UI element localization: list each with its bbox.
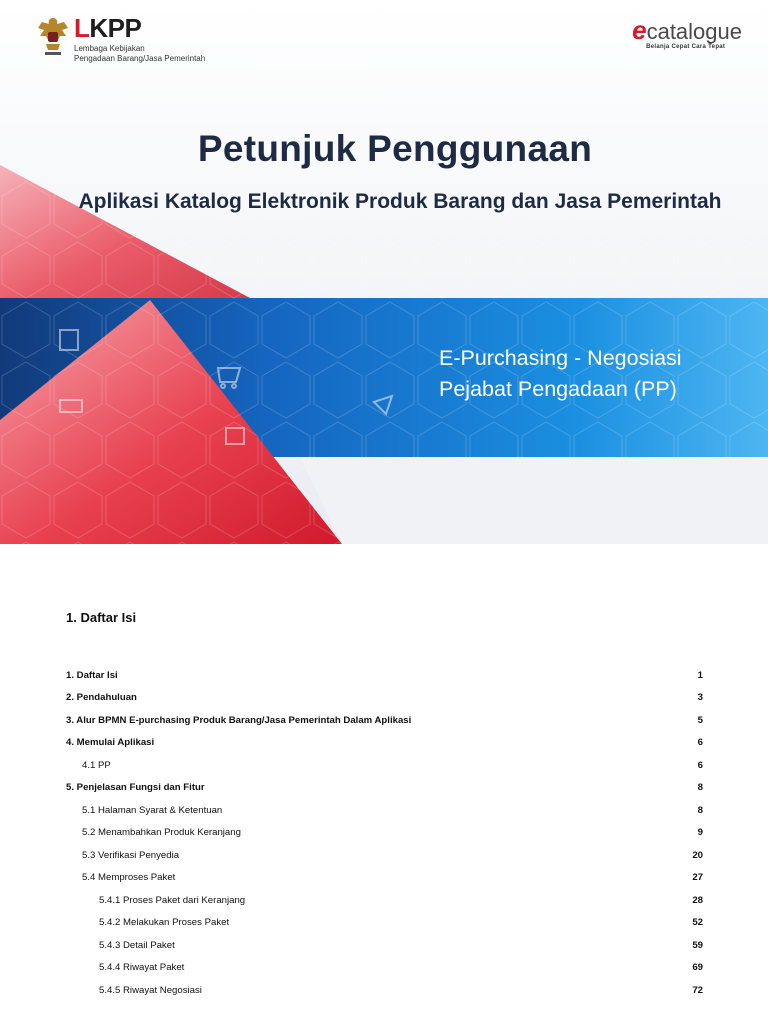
cover-subtitle: Aplikasi Katalog Elektronik Produk Barang dan Jasa Pemerintah xyxy=(78,190,722,213)
ecatalogue-logo xyxy=(632,15,742,50)
toc-entry[interactable] xyxy=(66,777,703,800)
toc-entry-label: 5.4 Memproses Paket xyxy=(82,872,176,884)
toc-entry[interactable] xyxy=(66,822,703,845)
toc-entry[interactable] xyxy=(66,912,703,935)
toc-entry[interactable] xyxy=(66,844,703,867)
toc-entry-page: 8 xyxy=(697,804,703,816)
cover-module-title xyxy=(439,343,682,405)
lkpp-logo xyxy=(36,14,205,64)
lkpp-subtitle-1: Lembaga Kebijakan xyxy=(74,44,145,53)
module-line-2: Pejabat Pengadaan (PP) xyxy=(439,377,677,401)
toc-entry-label: 5.3 Verifikasi Penyedia xyxy=(82,849,180,861)
toc-heading: 1. Daftar Isi xyxy=(66,610,137,625)
toc-entry-label: 5. Penjelasan Fungsi dan Fitur xyxy=(66,782,205,794)
toc-entry-label: 5.4.3 Detail Paket xyxy=(99,939,175,951)
toc-entry[interactable] xyxy=(66,687,703,710)
toc-entry-label: 5.4.4 Riwayat Paket xyxy=(99,962,185,974)
lkpp-wordmark: LKPP xyxy=(74,13,142,43)
toc-entry[interactable] xyxy=(66,867,703,890)
ecatalogue-tagline: Belanja Cepat Cara Tepat xyxy=(646,44,726,50)
toc-entry-page: 69 xyxy=(692,962,703,974)
toc-entry-page: 27 xyxy=(692,872,703,884)
toc-entry-page: 9 xyxy=(697,827,703,839)
garuda-emblem-icon xyxy=(36,14,70,58)
toc-entry[interactable] xyxy=(66,934,703,957)
toc-entry[interactable] xyxy=(66,957,703,980)
cover-title: Petunjuk Penggunaan xyxy=(197,128,593,169)
toc-entry[interactable] xyxy=(66,799,703,822)
toc-entry[interactable] xyxy=(66,732,703,755)
toc-entry-page: 8 xyxy=(697,782,703,794)
toc-entry-page: 20 xyxy=(692,849,703,861)
toc-entry-label: 4. Memulai Aplikasi xyxy=(66,737,155,749)
toc-entry-page: 5 xyxy=(697,714,703,726)
toc-entry-page: 6 xyxy=(697,737,703,749)
toc-entry-page: 6 xyxy=(697,759,703,771)
toc-entry-page: 59 xyxy=(692,939,703,951)
toc-entry-label: 5.4.1 Proses Paket dari Keranjang xyxy=(99,894,246,906)
toc-entry-page: 52 xyxy=(692,917,703,929)
toc-entry[interactable] xyxy=(66,979,703,1002)
toc-entry-page: 3 xyxy=(697,692,703,704)
toc-entry-label: 4.1 PP xyxy=(82,759,111,771)
toc-entry[interactable] xyxy=(66,754,703,777)
module-line-1: E-Purchasing - Negosiasi xyxy=(439,346,682,370)
toc-entry-page: 72 xyxy=(692,984,703,996)
toc-entry-label: 3. Alur BPMN E-purchasing Produk Barang/Jasa Pemerintah Dalam Aplikasi xyxy=(66,714,412,726)
ecatalogue-name: catalogue xyxy=(646,19,742,44)
toc-entry-page: 28 xyxy=(692,894,703,906)
lkpp-subtitle-2: Pengadaan Barang/Jasa Pemerintah xyxy=(74,54,206,63)
table-of-contents xyxy=(66,664,703,1002)
toc-entry[interactable] xyxy=(66,664,703,687)
toc-entry[interactable] xyxy=(66,709,703,732)
toc-entry[interactable] xyxy=(66,889,703,912)
toc-entry-label: 5.2 Menambahkan Produk Keranjang xyxy=(82,827,241,839)
toc-entry-label: 5.4.2 Melakukan Proses Paket xyxy=(99,917,230,929)
toc-entry-label: 5.4.5 Riwayat Negosiasi xyxy=(99,984,202,996)
toc-entry-page: 1 xyxy=(697,669,703,681)
toc-entry-label: 1. Daftar Isi xyxy=(66,669,118,681)
ecatalogue-e: e xyxy=(632,15,647,45)
toc-entry-label: 2. Pendahuluan xyxy=(66,692,137,704)
ecatalogue-wordmark xyxy=(632,15,742,45)
toc-entry-label: 5.1 Halaman Syarat & Ketentuan xyxy=(82,804,223,816)
